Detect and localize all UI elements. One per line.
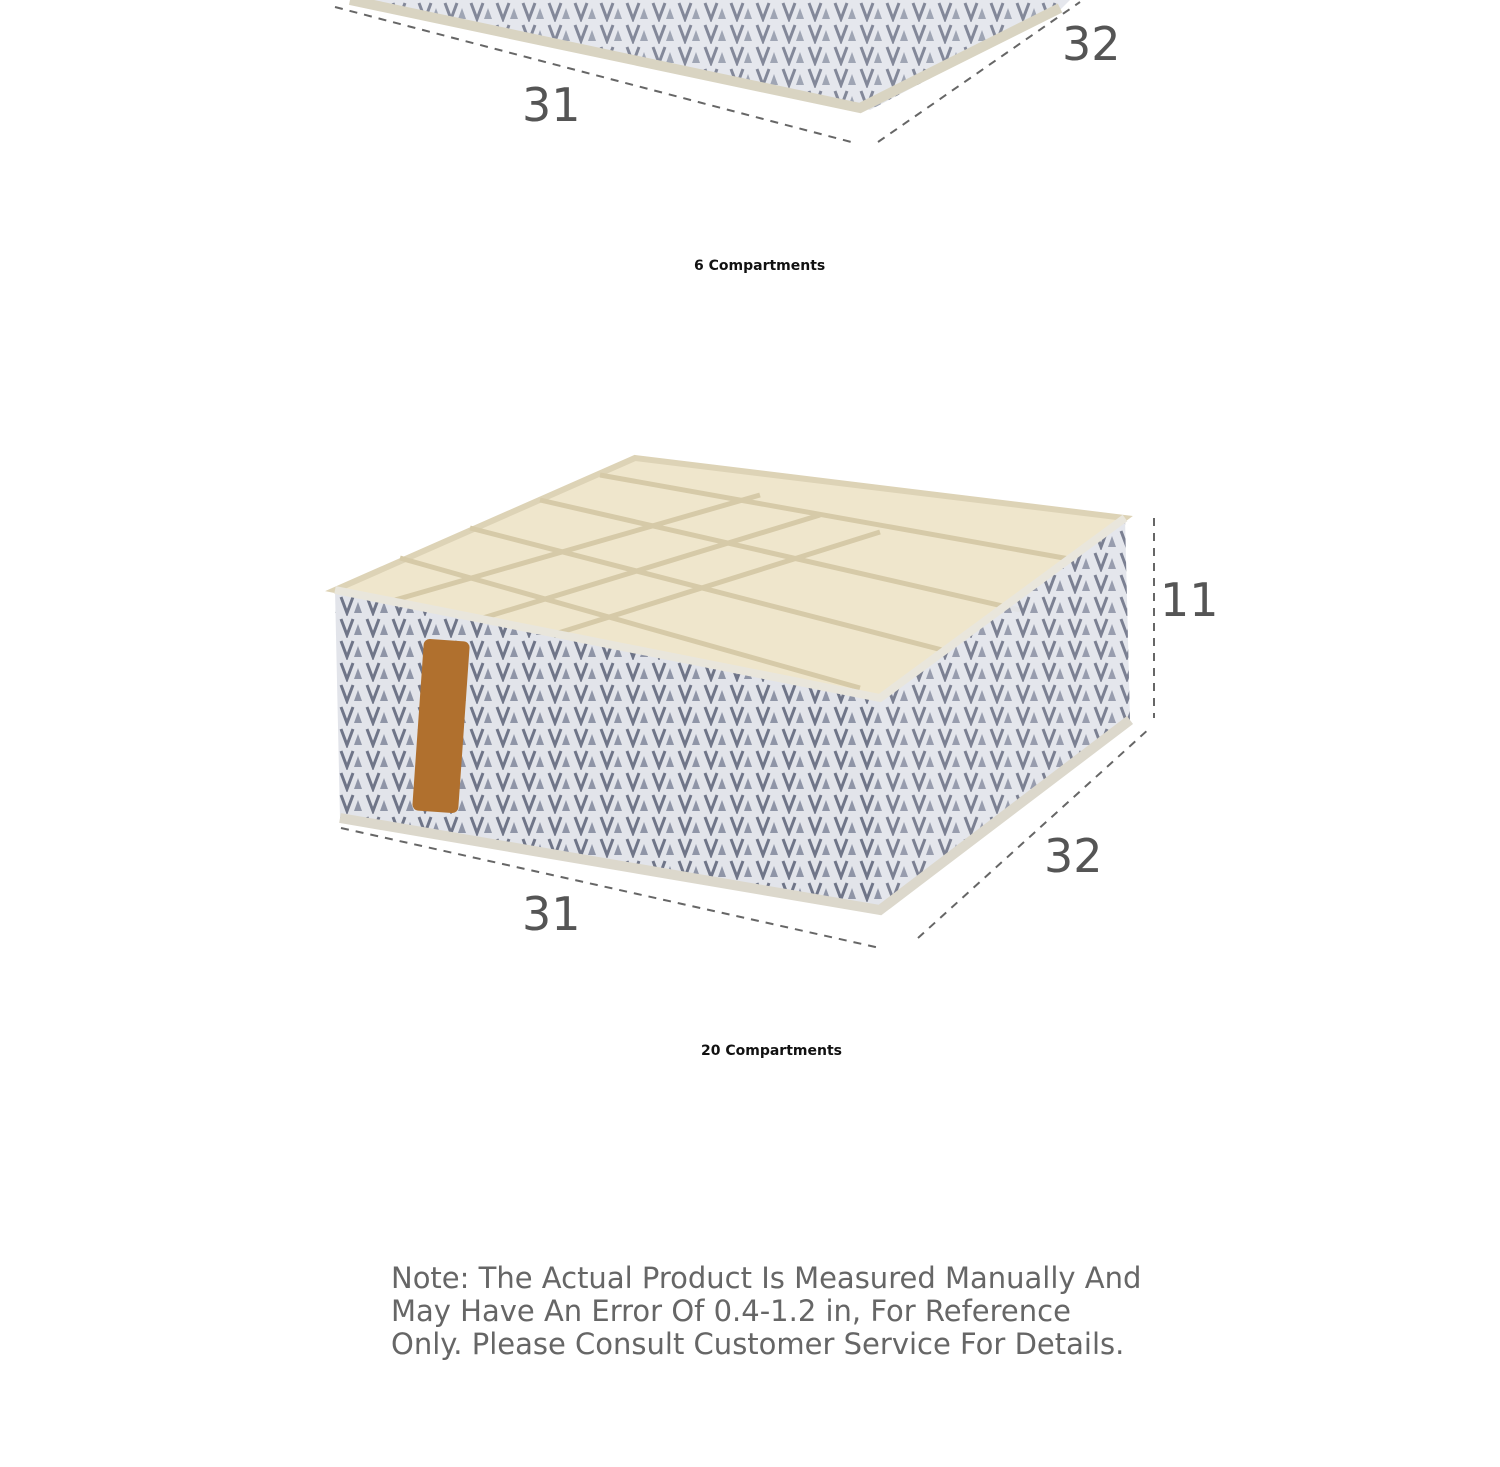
organizer-box-20-illustration <box>0 440 1500 960</box>
dim-length-20: 31 <box>522 887 581 941</box>
caption-6-compartments: 6 Compartments <box>694 258 826 274</box>
product-figure-6 <box>0 0 1500 160</box>
dim-width-20: 32 <box>1044 829 1103 883</box>
dim-length-6: 31 <box>522 78 581 132</box>
organizer-box-6-illustration <box>0 0 1500 160</box>
measurement-note: Note: The Actual Product Is Measured Manually And May Have An Error Of 0.4-1.2 in, For Reference Only. Please Consult Customer Service For Details. <box>391 1261 1142 1361</box>
product-figure-20 <box>0 440 1500 960</box>
caption-20-compartments: 20 Compartments <box>701 1043 842 1059</box>
dim-height-20: 11 <box>1160 573 1219 627</box>
dim-width-6: 32 <box>1062 17 1121 71</box>
